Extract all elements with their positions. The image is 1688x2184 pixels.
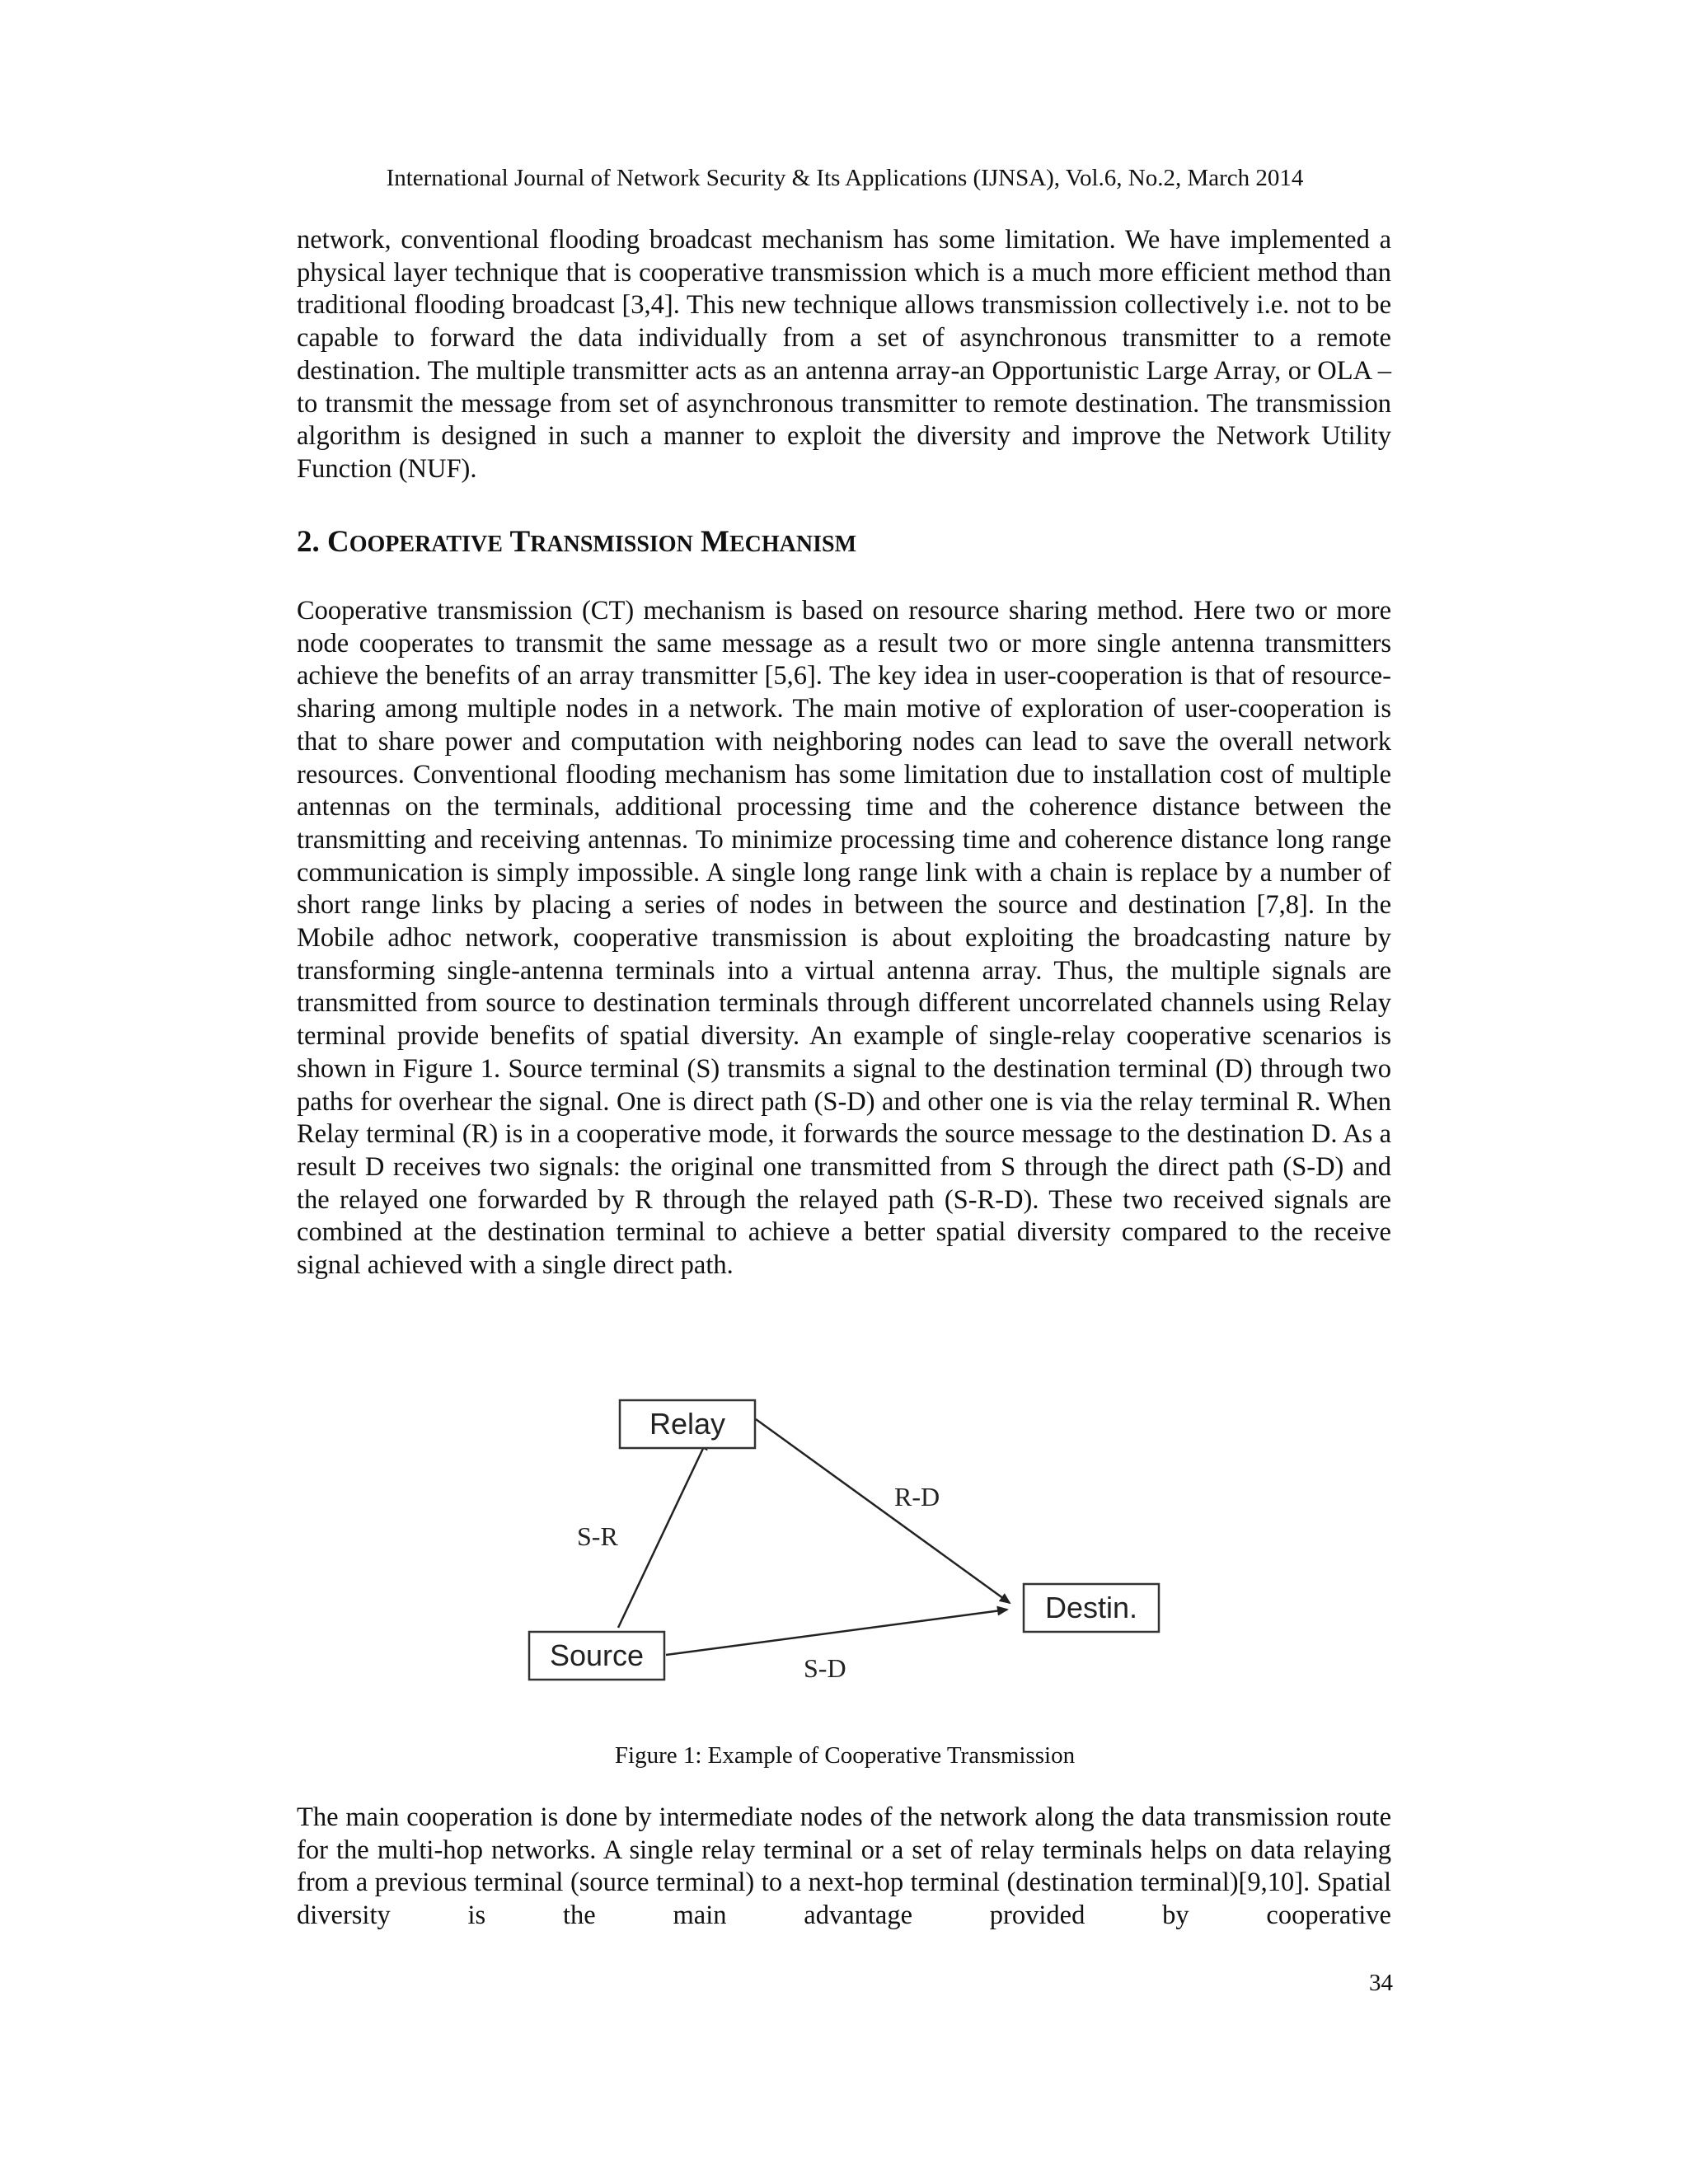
link-source-destination xyxy=(666,1610,1007,1655)
cooperative-transmission-figure xyxy=(511,1389,1187,1694)
label-r-d: R-D xyxy=(894,1482,940,1511)
figure-diagram xyxy=(511,1389,1187,1694)
section-heading xyxy=(297,523,856,565)
section-title-word-3: MECHANISM xyxy=(701,525,856,559)
page-number: 34 xyxy=(1369,1970,1393,1996)
source-node-label: Source xyxy=(549,1638,645,1672)
main-cooperation-paragraph: The main cooperation is done by intermediate nodes of the network along the data transmission route for the multi-hop networks. A single relay terminal or a set of relay terminals helps on data relaying from a previous terminal (source terminal) to a next-hop terminal (destination terminal)[9,10]. Spatial diversity is the main advantage provided by cooperative xyxy=(297,1802,1391,1931)
section-number: 2. xyxy=(297,525,320,559)
running-header: International Journal of Network Security & Its Applications (IJNSA), Vol.6, No.2, March 2014 xyxy=(386,165,1304,191)
section-title-word-1: COOPERATIVE xyxy=(327,525,503,559)
link-source-relay xyxy=(618,1440,707,1628)
ct-mechanism-paragraph: Cooperative transmission (CT) mechanism is based on resource sharing method. Here two or more node cooperates to transmit the same message as a result two or more single antenna transmitters achieve the benefits of an array transmitter [5,6]. The key idea in user-cooperation is that of resource-sharing among multiple nodes in a network. The main motive of exploration of user-cooperation is that to share power and computation with neighboring nodes can lead to save the overall network resources. Conventional flooding mechanism has some limitation due to installation cost of multiple antennas on the terminals, additional processing time and the coherence distance between the transmitting and receiving antennas. To minimize processing time and coherence distance long range communication is simply impossible. A single long range link with a chain is replace by a number of short range links by placing a series of nodes in between the source and destination [7,8]. In the Mobile adhoc network, cooperative transmission is about exploiting the broadcasting nature by transforming single-antenna terminals into a virtual antenna array. Thus, the multiple signals are transmitted from source to destination terminals through different uncorrelated channels using Relay terminal provide benefits of spatial diversity. An example of single-relay cooperative scenarios is shown in Figure 1. Source terminal (S) transmits a signal to the destination terminal (D) through two paths for overhear the signal. One is direct path (S-D) and other one is via the relay terminal R. When Relay terminal (R) is in a cooperative mode, it forwards the source message to the destination D. As a result D receives two signals: the original one transmitted from S through the direct path (S-D) and the relayed one forwarded by R through the relayed path (S-R-D). These two received signals are combined at the destination terminal to achieve a better spatial diversity compared to the receive signal achieved with a single direct path. xyxy=(297,596,1391,1281)
intro-continuation-paragraph: network, conventional flooding broadcast mechanism has some limitation. We have implemented a physical layer technique that is cooperative transmission which is a much more efficient method than traditional flooding broadcast [3,4]. This new technique allows transmission collectively i.e. not to be capable to forward the data individually from a set of asynchronous transmitter to a remote destination. The multiple transmitter acts as an antenna array-an Opportunistic Large Array, or OLA – to transmit the message from set of asynchronous transmitter to remote destination. The transmission algorithm is designed in such a manner to exploit the diversity and improve the Network Utility Function (NUF). xyxy=(297,225,1391,484)
label-s-d: S-D xyxy=(804,1653,846,1683)
destination-node-label: Destin. xyxy=(1044,1591,1138,1624)
section-title-word-2: TRANSMISSION xyxy=(509,525,693,559)
label-s-r: S-R xyxy=(577,1521,618,1551)
relay-node-label: Relay xyxy=(649,1407,726,1441)
figure-caption: Figure 1: Example of Cooperative Transmission xyxy=(614,1742,1076,1769)
link-relay-destination xyxy=(756,1419,1010,1603)
